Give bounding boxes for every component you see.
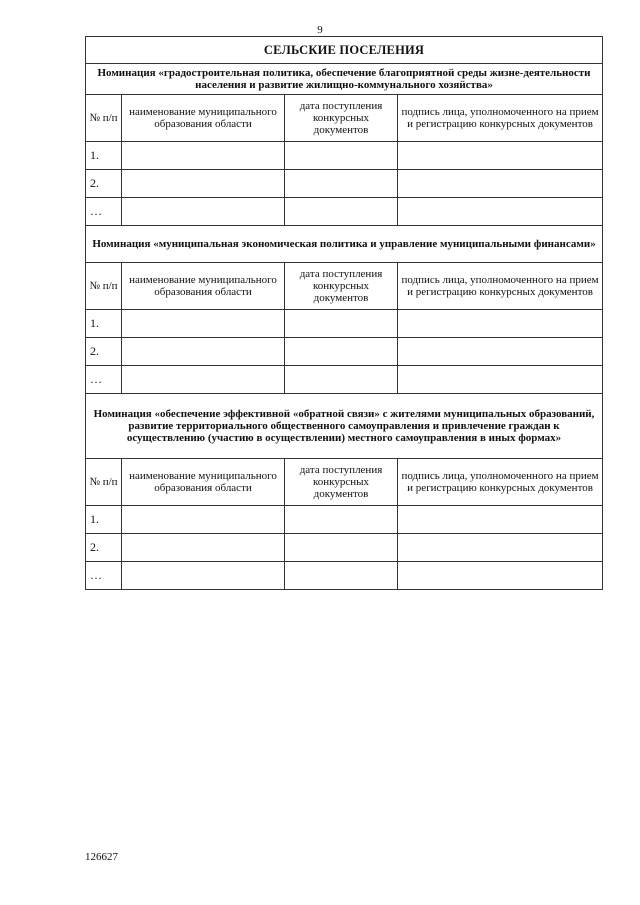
row-number: 1. <box>86 310 122 338</box>
cell-sign[interactable] <box>398 506 603 534</box>
cell-date[interactable] <box>285 338 398 366</box>
cell-sign[interactable] <box>398 142 603 170</box>
column-header-date: дата поступления конкурсных документов <box>285 95 398 142</box>
column-header-row <box>86 95 603 142</box>
cell-sign[interactable] <box>398 534 603 562</box>
cell-name[interactable] <box>122 562 285 590</box>
cell-name[interactable] <box>122 506 285 534</box>
row-number: … <box>86 366 122 394</box>
nomination-title: Номинация «обеспечение эффективной «обратной связи» с жителями муниципальных образований, развитие территориального общественного самоуправления и привлечение граждан к осуществлению (участию в осуществлении) местного самоуправления в иных формах» <box>86 394 603 459</box>
cell-sign[interactable] <box>398 366 603 394</box>
nomination-title: Номинация «муниципальная экономическая политика и управление муниципальными финансами» <box>86 226 603 263</box>
table-row <box>86 506 603 534</box>
column-header-sign: подпись лица, уполномоченного на прием и регистрацию конкурсных документов <box>398 263 603 310</box>
cell-date[interactable] <box>285 170 398 198</box>
table-row <box>86 170 603 198</box>
table-row <box>86 198 603 226</box>
column-header-name: наименование муниципального образования области <box>122 459 285 506</box>
row-number: 2. <box>86 338 122 366</box>
cell-date[interactable] <box>285 366 398 394</box>
column-header-sign: подпись лица, уполномоченного на прием и регистрацию конкурсных документов <box>398 95 603 142</box>
table-row <box>86 534 603 562</box>
row-number: 2. <box>86 534 122 562</box>
column-header-date: дата поступления конкурсных документов <box>285 459 398 506</box>
column-header-name: наименование муниципального образования области <box>122 263 285 310</box>
table-row <box>86 366 603 394</box>
column-header-name: наименование муниципального образования области <box>122 95 285 142</box>
section-title: СЕЛЬСКИЕ ПОСЕЛЕНИЯ <box>86 37 603 64</box>
cell-name[interactable] <box>122 170 285 198</box>
cell-name[interactable] <box>122 338 285 366</box>
cell-date[interactable] <box>285 562 398 590</box>
cell-date[interactable] <box>285 310 398 338</box>
nomination-title: Номинация «градостроительная политика, обеспечение благоприятной среды жизне-деятельности населения и развитие жилищно-коммунального хозяйства» <box>86 64 603 95</box>
cell-date[interactable] <box>285 534 398 562</box>
table-row <box>86 562 603 590</box>
cell-name[interactable] <box>122 534 285 562</box>
column-header-sign: подпись лица, уполномоченного на прием и регистрацию конкурсных документов <box>398 459 603 506</box>
row-number: … <box>86 562 122 590</box>
row-number: 1. <box>86 506 122 534</box>
column-header-row <box>86 459 603 506</box>
row-number: … <box>86 198 122 226</box>
column-header-num: № п/п <box>86 459 122 506</box>
cell-sign[interactable] <box>398 562 603 590</box>
cell-name[interactable] <box>122 310 285 338</box>
table-row <box>86 142 603 170</box>
cell-date[interactable] <box>285 506 398 534</box>
column-header-row <box>86 263 603 310</box>
page-number: 9 <box>317 24 323 36</box>
cell-sign[interactable] <box>398 310 603 338</box>
cell-date[interactable] <box>285 142 398 170</box>
cell-name[interactable] <box>122 142 285 170</box>
cell-sign[interactable] <box>398 198 603 226</box>
column-header-num: № п/п <box>86 95 122 142</box>
cell-name[interactable] <box>122 366 285 394</box>
table-row <box>86 338 603 366</box>
column-header-date: дата поступления конкурсных документов <box>285 263 398 310</box>
column-header-num: № п/п <box>86 263 122 310</box>
cell-sign[interactable] <box>398 170 603 198</box>
footer-code: 126627 <box>85 851 118 863</box>
cell-date[interactable] <box>285 198 398 226</box>
cell-name[interactable] <box>122 198 285 226</box>
table-row <box>86 310 603 338</box>
row-number: 1. <box>86 142 122 170</box>
cell-sign[interactable] <box>398 338 603 366</box>
registration-table <box>85 36 603 590</box>
row-number: 2. <box>86 170 122 198</box>
